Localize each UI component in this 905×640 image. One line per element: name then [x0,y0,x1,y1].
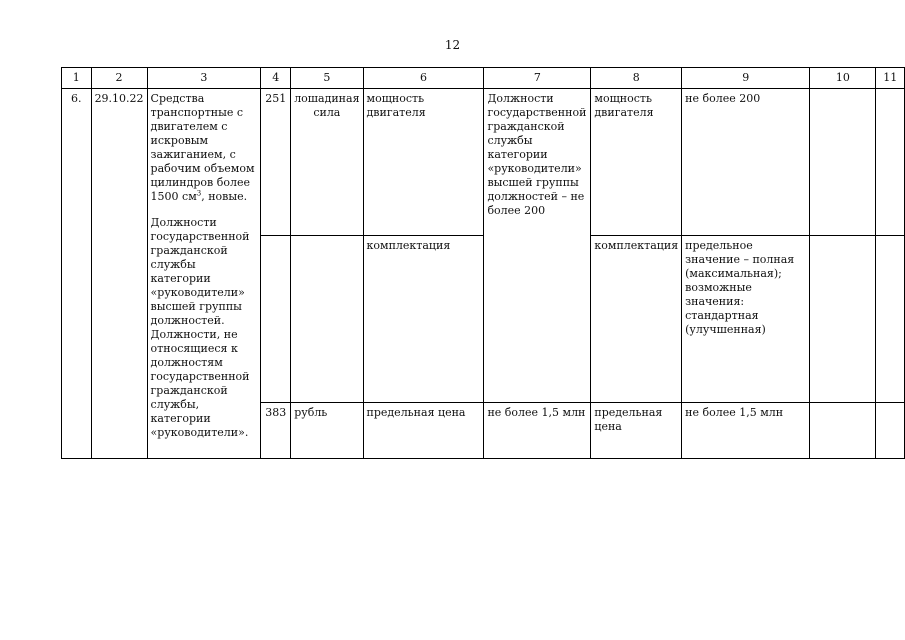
characteristic-approved: мощность двигателя [591,89,682,236]
okei-code: 383 [261,403,291,459]
column-header: 5 [291,68,363,89]
item-description-part1: Средства транспортные с двигателем с искровым зажиганием, с рабочим объемом цилиндров более 1500 см [150,92,255,203]
page-number: 12 [444,38,461,52]
characteristic-approved: предельная цена [591,403,682,459]
characteristic-approved: комплектация [591,236,682,403]
okei-code: 251 [261,89,291,236]
column-header: 9 [682,68,810,89]
unit-name: лошадиная сила [291,89,363,236]
requirements-table [61,67,905,459]
item-description [147,89,261,459]
column-header: 10 [810,68,876,89]
item-description-part2: Должности государственной гражданской службы категории «руководители» высшей группы должностей. Должности, не относящиеся к должностям государственной гражданской службы, категории «руководители». [150,216,250,439]
characteristic-name: комплектация [363,236,484,403]
empty-cell [876,236,905,403]
column-header: 6 [363,68,484,89]
characteristic-value: предельное значение – полная (максимальная); возможные значения: стандартная (улучшенная) [682,236,810,403]
characteristic-value: не более 1,5 млн [682,403,810,459]
table-row [62,89,905,236]
empty-cell [876,403,905,459]
item-description-tail: , новые. [201,190,248,203]
positions-price: не более 1,5 млн [484,403,591,459]
positions-text: Должности государственной гражданской службы категории «руководители» высшей группы должностей – не более 200 [484,89,591,403]
column-header: 2 [91,68,147,89]
empty-cell [810,89,876,236]
column-header: 7 [484,68,591,89]
row-number: 6. [62,89,92,459]
column-header: 1 [62,68,92,89]
column-header: 4 [261,68,291,89]
column-header: 3 [147,68,261,89]
empty-cell [876,89,905,236]
characteristic-name: предельная цена [363,403,484,459]
empty-cell [810,403,876,459]
characteristic-name: мощность двигателя [363,89,484,236]
okei-code [261,236,291,403]
column-header: 8 [591,68,682,89]
empty-cell [810,236,876,403]
unit-name: рубль [291,403,363,459]
characteristic-value: не более 200 [682,89,810,236]
column-number-row [62,68,905,89]
superscript: 3 [196,189,202,198]
row-date: 29.10.22 [91,89,147,459]
column-header: 11 [876,68,905,89]
unit-name [291,236,363,403]
